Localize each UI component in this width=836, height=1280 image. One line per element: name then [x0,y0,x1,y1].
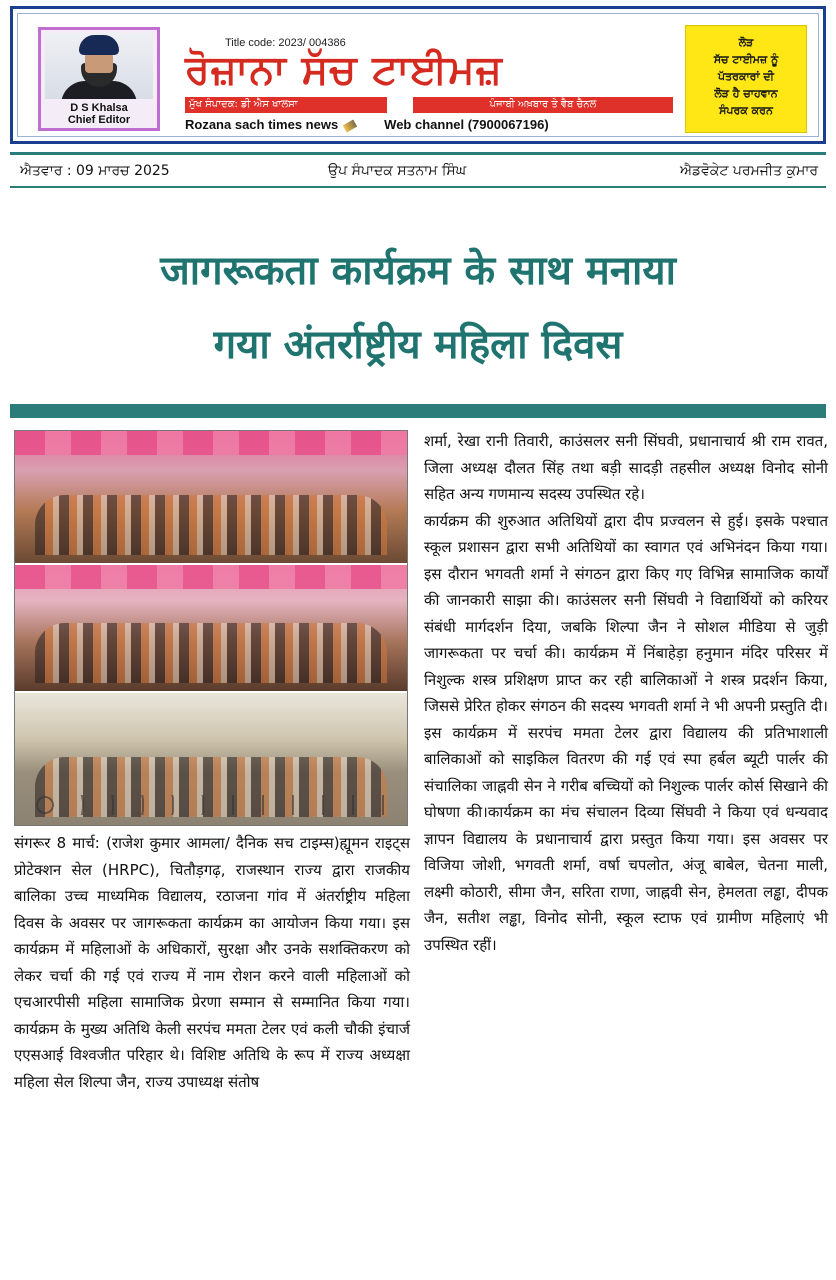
dateline [10,152,826,188]
article-paragraph: कार्यक्रम की शुरुआत अतिथियों द्वारा दीप प्रज्वलन से हुई। इसके पश्चात स्कूल प्रशासन द्वारा सभी अतिथियों का स्वागत एवं अभिनंदन किया गया। इस दौरान भगवती शर्मा ने संगठन द्वारा किए गए विभिन्न सामाजिक कार्यों की जानकारी साझा की। काउंसलर सनी सिंघवी ने विद्यार्थियों को करियर संबंधी मार्गदर्शन दिया, जबकि शिल्पा जैन ने सोशल मीडिया से जुड़ी जागरूकता पर चर्चा की। कार्यक्रम में निंबाहेड़ा हनुमान मंदिर परिसर में निशुल्क शस्त्र प्रशिक्षण प्राप्त कर रही बालिकाओं ने शस्त्र प्रदर्शन किया, जिससे प्रेरित होकर संगठन की सदस्य भगवती शर्मा ने भी अपनी प्रस्तुति दी।इस कार्यक्रम में सरपंच ममता टेलर द्वारा विद्यालय की प्रतिभाशाली बालिकाओं को साइकिल वितरण की गई एवं स्पा हर्बल ब्यूटी पार्लर की संचालिका जाह्नवी सेन ने गरीब बच्चियों को निशुल्क पार्लर कोर्स सिखाने की घोषणा की।कार्यक्रम का मंच संचालन दिव्या सिंघवी ने किया एवं धन्यवाद ज्ञापन विद्यालय के प्रधानाचार्य द्वारा प्रस्तुत किया गया। इस अवसर पर विजिया जोशी, भगवती शर्मा, वर्षा चपलोत, अंजू बाबेल, चेतना माली, लक्ष्मी कोठारी, सीमा जैन, सरिता राणा, जाह्नवी सेन, हेमलता लड्ढा, दीपक जैन, सतीश लड्ढा, विनोद सोनी, स्कूल स्टाफ एवं ग्रामीण महिलाएं भी उपस्थित रहीं। [424,511,828,954]
chief-editor-banner: ਮੁੱਖ ਸੰਪਾਦਕ: ਡੀ ਐਸ ਖਾਲਸਾ [185,97,387,113]
event-photo-group [15,565,407,691]
headline-line-1: जागरूकता कार्यक्रम के साथ मनाया [160,248,676,294]
chief-editor-box [38,27,160,131]
event-photo-stage [15,431,407,563]
article-paragraph: शर्मा, रेखा रानी तिवारी, काउंसलर सनी सिंघवी, प्रधानाचार्य श्री राम रावत, जिला अध्यक्ष दौलत सिंह तथा बड़ी सादड़ी तहसील अध्यक्ष विनोद सोनी सहित अन्य गणमान्य सदस्य उपस्थित रहे। [424,432,828,503]
contact-strip [185,117,549,132]
chief-editor-photo [45,33,153,99]
ad-line: ਲੋੜ ਹੈ ਚਾਹਵਾਨ [714,87,778,100]
news-label: Rozana sach times news [185,117,339,132]
event-photo-bicycles [15,693,407,825]
web-channel-label: Web channel (7900067196) [384,117,549,132]
headline-rule [10,404,826,418]
article-paragraph: संगरूर 8 मार्च: (राजेश कुमार आमला/ दैनिक सच टाइम्स)ह्यूमन राइट्स प्रोटेक्शन सेल (HRPC), चितौड़गढ़, राजस्थान राज्य द्वारा राजकीय बालिका उच्च माध्यमिक विद्यालय, रठाजना गांव में अंतर्राष्ट्रीय महिला दिवस के अवसर पर जागरूकता कार्यक्रम का आयोजन किया गया। इस कार्यक्रम में महिलाओं के अधिकारों, सुरक्षा और उनके सशक्तिकरण को लेकर चर्चा की गई एवं राज्य में नाम रोशन करने वाली महिलाओं को एचआरपीसी महिला सामाजिक प्रेरणा सम्मान से सम्मानित किया गया।कार्यक्रम के मुख्य अतिथि केली सरपंच ममता टेलर एवं कली चौकी इंचार्ज एएसआई विश्वजीत परिहार थे। विशिष्ट अतिथि के रूप में राज्य अध्यक्षा महिला सेल शिल्पा जैन, राज्य उपाध्यक्ष संतोष [14,834,410,1091]
article-column-right [424,428,828,958]
title-code: Title code: 2023/ 004386 [225,37,346,49]
sub-editor: ਉਪ ਸੰਪਾਦਕ ਸਤਨਾਮ ਸਿੰਘ [328,163,467,179]
issue-date: ਐਤਵਾਰ : 09 ਮਾਰਚ 2025 [20,163,170,179]
pencil-icon [343,119,357,132]
headline-line-2: गया अंतर्राष्ट्रीय महिला दिवस [213,322,623,368]
newspaper-name: ਰੋਜ਼ਾਨਾ ਸੱਚ ਟਾਈਮਜ਼ [185,47,503,93]
ad-line: ਪੱਤਰਕਾਰਾਂ ਦੀ [718,70,774,83]
article-column-left [14,830,410,1095]
editor-role: Chief Editor [67,114,131,126]
chief-editor-caption [45,102,153,126]
photo-collage [14,430,408,826]
editor-name: D S Khalsa [70,102,128,114]
masthead [10,6,826,144]
reporter-wanted-ad [685,25,807,133]
ad-line: ਸੰਪਰਕ ਕਰਨ [719,104,773,117]
ad-line: ਸੱਚ ਟਾਈਮਜ਼ ਨੂੰ [713,53,779,66]
advocate-name: ਐਡਵੋਕੇਟ ਪਰਮਜੀਤ ਕੁਮਾਰ [680,163,818,179]
headline [10,234,826,382]
headline-area [10,198,826,404]
ad-line: ਲੋੜ [738,36,754,49]
paper-type-banner: ਪੰਜਾਬੀ ਅਖ਼ਬਾਰ ਤੇ ਵੈਬ ਚੈਨਲ [413,97,673,113]
